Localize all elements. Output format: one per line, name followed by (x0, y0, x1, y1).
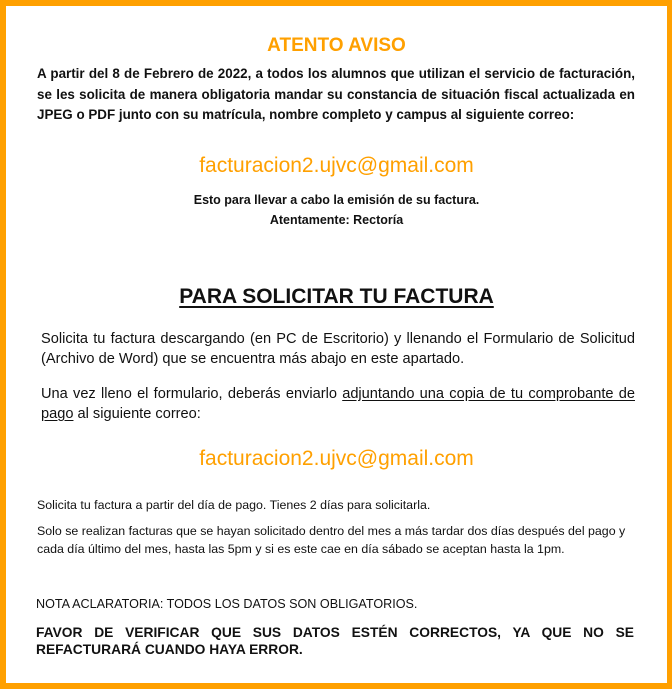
notice-purpose: Esto para llevar a cabo la emisión de su factura. (193, 193, 480, 207)
request-section-title (6, 285, 667, 309)
policy-note: Solo se realizan facturas que se hayan solicitado dentro del mes a más tardar dos días después del pago y cada día último del mes, hasta las 5pm y si es este cae en día sábado se aceptan hasta la 1pm. (37, 524, 626, 556)
request-paragraph-2-suffix: al siguiente correo: (73, 406, 201, 422)
request-email: facturacion2.ujvc@gmail.com (199, 447, 474, 470)
request-paragraph-1: Solicita tu factura descargando (en PC de Escritorio) y llenando el Formulario de Solicitud (Archivo de Word) que se encuentra más abajo en este apartado. (41, 331, 635, 367)
notice-body: A partir del 8 de Febrero de 2022, a todos los alumnos que utilizan el servicio de facturación, se les solicita de manera obligatoria mandar su constancia de situación fiscal actualizada en JPEG o PDF junto con su matrícula, nombre completo y campus al siguiente correo: (37, 66, 635, 122)
request-paragraph-2-prefix: Una vez lleno el formulario, deberás enviarlo (41, 386, 343, 402)
request-paragraph-2-underlined: adjuntando una copia de tu comprobante de pago (41, 386, 635, 422)
request-section-title-text: PARA SOLICITAR TU FACTURA (179, 285, 494, 308)
deadline-note: Solicita tu factura a partir del día de pago. Tienes 2 días para solicitarla. (37, 498, 431, 512)
warning-note: FAVOR DE VERIFICAR QUE SUS DATOS ESTÉN CORRECTOS, YA QUE NO SE REFACTURARÁ CUANDO HAYA ERROR. (36, 625, 634, 657)
notice-email: facturacion2.ujvc@gmail.com (199, 154, 474, 177)
notice-title: ATENTO AVISO (267, 35, 406, 56)
clarification-note: NOTA ACLARATORIA: TODOS LOS DATOS SON OBLIGATORIOS. (36, 597, 418, 611)
request-paragraph-2 (41, 384, 635, 424)
notice-signature: Atentamente: Rectoría (269, 213, 404, 227)
